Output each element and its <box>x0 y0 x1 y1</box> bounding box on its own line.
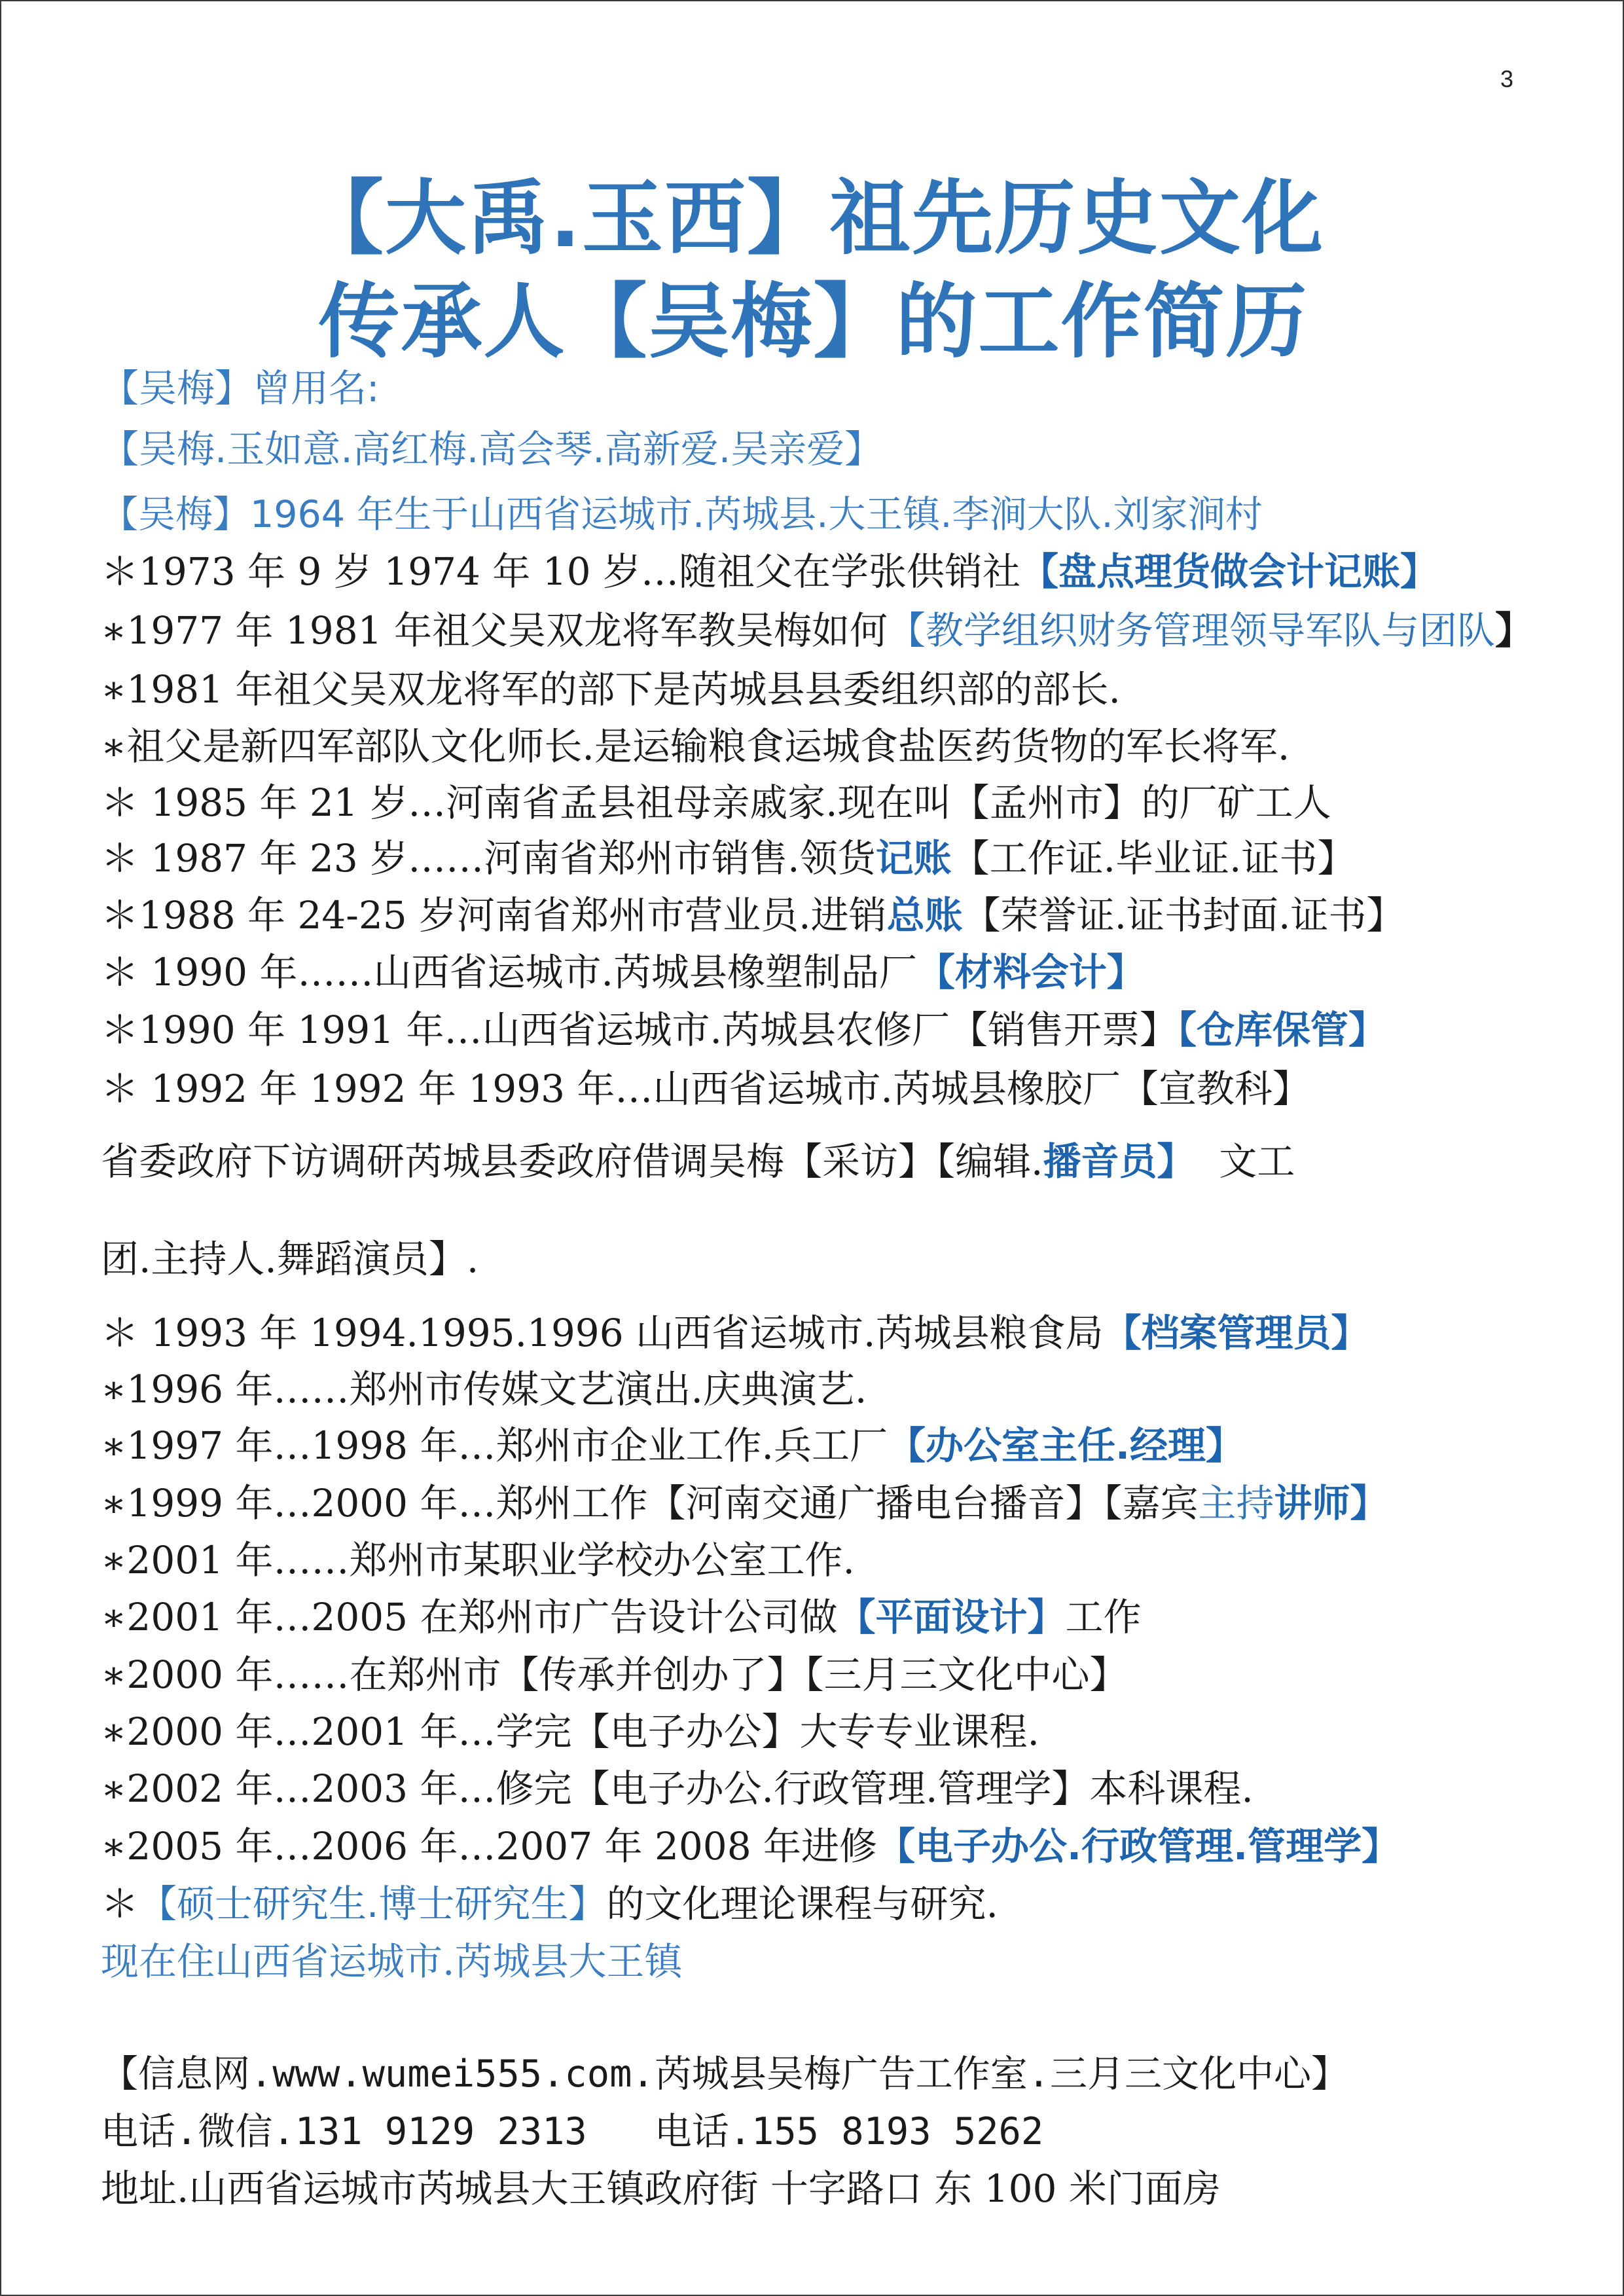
entry-text: ＊ 1987 年 23 岁……河南省郑州市销售.领货 <box>101 836 876 881</box>
entry-text: ＊ <box>101 1882 139 1926</box>
entry-text: 文工 <box>1195 1139 1295 1184</box>
resume-entry-1993 <box>101 1309 1369 1357</box>
entry-text-how: 如何 <box>811 608 888 653</box>
resume-entry-2001-school: ∗2001 年……郑州市某职业学校办公室工作. <box>101 1538 855 1582</box>
entry-highlight: 【电子办公.行政管理.管理学】 <box>877 1824 1400 1868</box>
resume-entry-1992-continued: 团.主持人.舞蹈演员】. <box>101 1237 479 1281</box>
entry-text: ＊1973 年 9 岁 1974 年 10 岁…随祖父在学张供销社 <box>101 549 1020 594</box>
resume-entry-1977 <box>101 607 1533 654</box>
entry-text: ＊ 1993 年 1994.1995.1996 山西省运城市.芮城县粮食局 <box>101 1311 1104 1355</box>
resume-entry-1973 <box>101 548 1438 595</box>
resume-entry-1988 <box>101 892 1404 939</box>
entry-highlight: 【平面设计】 <box>837 1595 1066 1639</box>
current-residence: 现在住山西省运城市.芮城县大王镇 <box>101 1939 683 1984</box>
resume-entry-1992-secondment <box>101 1138 1295 1185</box>
entry-text: 工作 <box>1065 1595 1142 1639</box>
entry-highlight-plain: 主持 <box>1198 1481 1274 1525</box>
entry-highlight-plain: 【硕士研究生.博士研究生】 <box>139 1882 607 1926</box>
birth-info: 【吴梅】1964 年生于山西省运城市.芮城县.大王镇.李涧大队.刘家涧村 <box>101 493 1263 536</box>
resume-entry-1996: ∗1996 年……郑州市传媒文艺演出.庆典演艺. <box>101 1367 867 1412</box>
resume-entry-grandfather: ∗祖父是新四军部队文化师长.是运输粮食运城食盐医药货物的军长将军. <box>101 724 1290 769</box>
entry-highlight: 【教学组织财务管理领导军队与团队 <box>887 608 1495 653</box>
page-number: 3 <box>1500 65 1514 92</box>
resume-entry-1997 <box>101 1422 1244 1469</box>
resume-entry-1990-rubber <box>101 949 1145 996</box>
resume-entry-2000-college: ∗2000 年…2001 年…学完【电子办公】大专专业课程. <box>101 1709 1039 1754</box>
entry-text: 的文化理论课程与研究. <box>606 1882 998 1926</box>
entry-text: 省委政府下访调研芮城县委政府借调吴梅【采访】【编辑. <box>101 1139 1043 1184</box>
resume-entry-2001-design <box>101 1594 1142 1641</box>
entry-highlight: 总账 <box>886 893 963 938</box>
document-title-line-2: 传承人【吴梅】的工作简历 <box>318 275 1308 369</box>
entry-highlight: 【材料会计】 <box>916 950 1145 994</box>
document-title-line-1: 【大禹.玉西】祖先历史文化 <box>302 172 1325 266</box>
entry-text: ∗1997 年…1998 年…郑州市企业工作.兵工厂 <box>101 1423 888 1468</box>
entry-text: ＊ 1990 年……山西省运城市.芮城县橡塑制品厂 <box>101 950 917 994</box>
entry-text: ∗2005 年…2006 年…2007 年 2008 年进修 <box>101 1824 878 1868</box>
resume-entry-1981: ∗1981 年祖父吴双龙将军的部下是芮城县县委组织部的部长. <box>101 667 1121 712</box>
contact-website: 【信息网.www.wumei555.com.芮城县吴梅广告工作室.三月三文化中心】 <box>101 2052 1349 2096</box>
entry-highlight: 【办公室主任.经理】 <box>887 1423 1244 1468</box>
entry-highlight: 讲师】 <box>1274 1481 1388 1525</box>
contact-phones: 电话.微信.131 9129 2313 电话.155 8193 5262 <box>101 2110 1044 2153</box>
entry-bracket-close: 】 <box>1494 608 1533 653</box>
entry-text: ＊1990 年 1991 年…山西省运城市.芮城县农修厂【销售开票】 <box>101 1008 1178 1052</box>
resume-entry-1992: ＊ 1992 年 1992 年 1993 年…山西省运城市.芮城县橡胶厂【宣教科】 <box>101 1066 1310 1111</box>
resume-entry-1987 <box>101 835 1355 882</box>
resume-entry-2002: ∗2002 年…2003 年…修完【电子办公.行政管理.管理学】本科课程. <box>101 1766 1254 1811</box>
resume-entry-graduate-studies <box>101 1880 998 1927</box>
entry-highlight: 【仓库保管】 <box>1177 1008 1386 1052</box>
entry-text: ∗1977 年 1981 年祖父吴双龙将军教吴梅 <box>101 608 812 653</box>
entry-highlight: 记账 <box>875 836 952 881</box>
entry-text: 【荣誉证.证书封面.证书】 <box>962 893 1405 938</box>
resume-entry-1990-farm <box>101 1006 1386 1053</box>
entry-text: ＊1988 年 24-25 岁河南省郑州市营业员.进销 <box>101 893 887 938</box>
resume-entry-2005 <box>101 1823 1399 1870</box>
entry-highlight: 播音员】 <box>1043 1139 1195 1184</box>
entry-text: ∗1999 年…2000 年…郑州工作【河南交通广播电台播音】【嘉宾 <box>101 1481 1199 1525</box>
resume-entry-2000-founded: ∗2000 年……在郑州市【传承并创办了】【三月三文化中心】 <box>101 1652 1128 1697</box>
entry-text: ∗2001 年…2005 在郑州市广告设计公司做 <box>101 1595 838 1639</box>
former-names-list: 【吴梅.玉如意.高红梅.高会琴.高新爱.吴亲爱】 <box>101 427 883 471</box>
entry-highlight: 【档案管理员】 <box>1103 1311 1369 1355</box>
entry-text: 【工作证.毕业证.证书】 <box>951 836 1356 881</box>
former-names-heading: 【吴梅】曾用名: <box>101 366 380 410</box>
resume-entry-1985: ＊ 1985 年 21 岁…河南省孟县祖母亲戚家.现在叫【孟州市】的厂矿工人 <box>101 780 1331 825</box>
contact-address: 地址.山西省运城市芮城县大王镇政府街 十字路口 东 100 米门面房 <box>101 2166 1221 2211</box>
entry-highlight: 【盘点理货做会计记账】 <box>1020 549 1438 594</box>
resume-entry-1999 <box>101 1480 1388 1527</box>
